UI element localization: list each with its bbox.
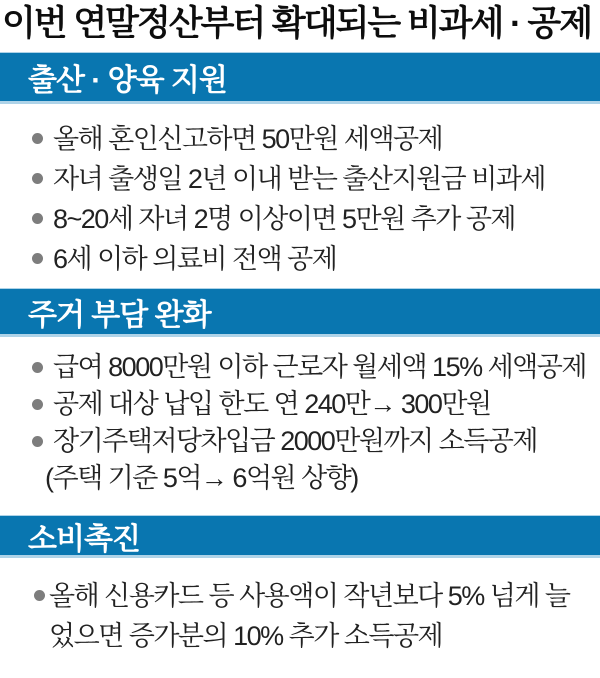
item-text: 급여 8000만원 이하 근로자 월세액 15% 세액공제 <box>53 352 586 382</box>
section-header-consumption <box>0 515 600 558</box>
bullet-icon <box>32 362 43 373</box>
section-header-label: 소비촉진 <box>28 522 140 556</box>
page-title: 이번 연말정산부터 확대되는 비과세 · 공제 <box>2 4 592 43</box>
list-item <box>32 349 590 386</box>
bullet-icon <box>32 436 43 447</box>
bullet-icon <box>32 213 43 224</box>
list-item <box>32 159 590 199</box>
bullet-icon <box>34 590 45 601</box>
list-item <box>32 119 590 159</box>
bullet-icon <box>32 253 43 264</box>
list-item <box>32 239 590 279</box>
section-header-birth-childcare <box>0 52 600 104</box>
list-item <box>32 199 590 239</box>
list-item <box>32 386 590 423</box>
bullet-list-housing <box>0 337 600 515</box>
bullet-list-consumption <box>0 558 600 664</box>
item-text: 공제 대상 납입 한도 연 240만→ 300만원 <box>53 389 491 419</box>
item-subtext: (주택 기준 5억→ 6억원 상향) <box>45 463 358 493</box>
item-text: 자녀 출생일 2년 이내 받는 출산지원금 비과세 <box>53 164 546 194</box>
item-text: 올해 신용카드 등 사용액이 작년보다 5% 넘게 늘었으면 증가분의 10% 추가 소득공제 <box>49 581 570 651</box>
item-text: 8~20세 자녀 2명 이상이면 5만원 추가 공제 <box>53 204 516 234</box>
bullet-icon <box>32 173 43 184</box>
list-item <box>34 576 590 656</box>
section-header-label: 주거 부담 완화 <box>28 298 211 332</box>
bullet-list-birth-childcare <box>0 104 600 288</box>
item-text: 6세 이하 의료비 전액 공제 <box>53 244 337 274</box>
item-text-main: 장기주택저당차입금 2000만원까지 소득공제 <box>53 426 537 456</box>
section-header-housing <box>0 288 600 337</box>
bullet-icon <box>32 399 43 410</box>
item-text <box>45 423 537 497</box>
bullet-icon <box>32 133 43 144</box>
list-item <box>32 423 590 497</box>
item-text: 올해 혼인신고하면 50만원 세액공제 <box>53 124 443 154</box>
section-header-label: 출산 · 양육 지원 <box>28 64 227 97</box>
